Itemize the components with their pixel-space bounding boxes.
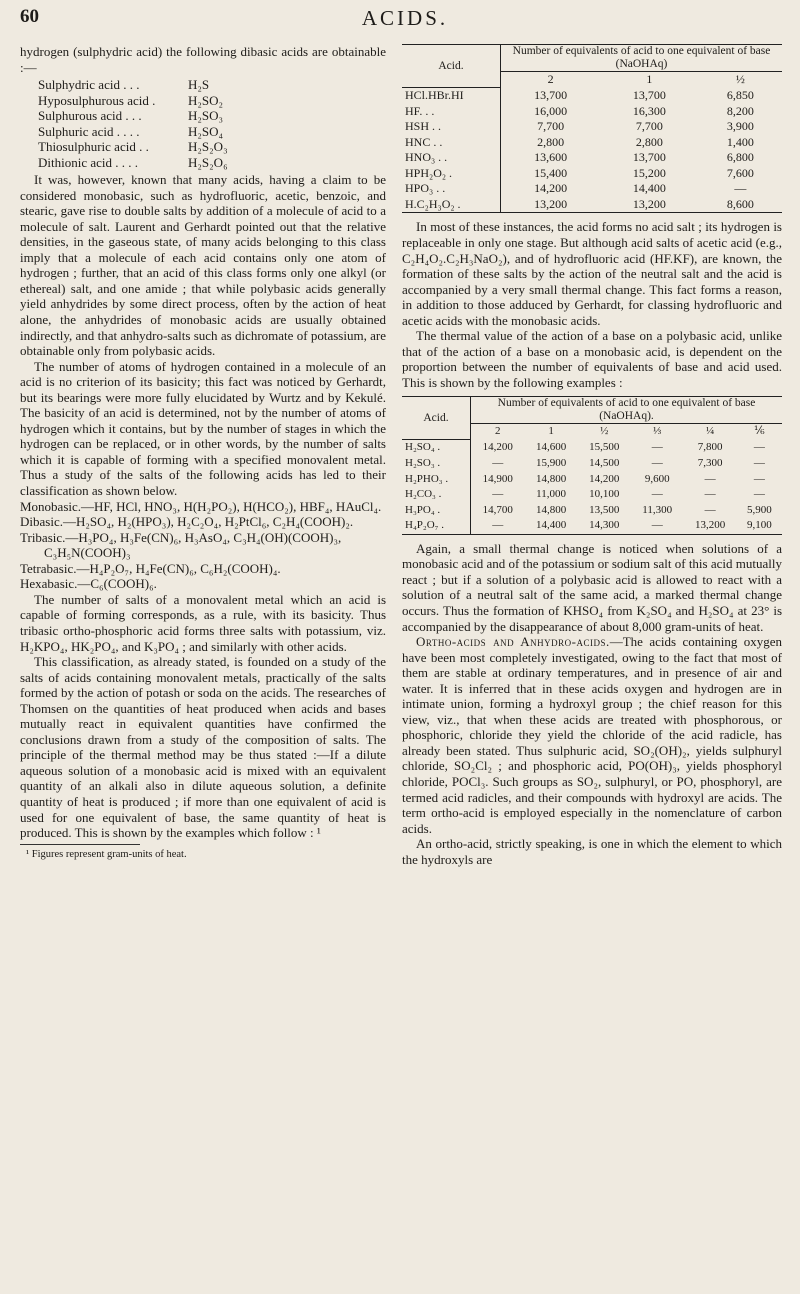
cell-value: 14,500: [589, 457, 620, 470]
row-acid: HNC . .: [402, 135, 501, 151]
cell-value: 2,800: [635, 134, 663, 149]
footnote: ¹ Figures represent gram-units of heat.: [26, 848, 187, 860]
paragraph-ortho-acids-text: —The acids containing oxygen have been most completely investigated, owing to the fact that most of them are stable at ordinary temperatures, and in presence of air and water. It is inferred that in these acids oxygen and hydrogen are in intimate union, forming a hydroxyl group ; the chief reason for this view, viz., that when these acids are treated with phosphorous, or phosphoric, chloride they yield the chloride of the acid radicle, has already been stated. Thus sulphuric acid, SO₂(OH)₂, yields sulphuryl chloride, SO₂Cl₂ ; and phosphoric acid, PO(OH)₃, yields phosphoryl chloride, POCl₃. Such groups as SO₂, sulphuryl, or PO, phosphoryl, are termed acid radicles, and their compounds with hydroxyl are acids. The term ortho-acid is employed especially in the nomenclature of carbon acids.: [402, 634, 782, 836]
cell-value: 13,200: [695, 519, 726, 532]
footnote-divider: [20, 844, 140, 845]
acid-list-item: [38, 139, 386, 155]
cell-value: 14,200: [589, 472, 620, 485]
row-acid: H₂SO₃ .: [402, 456, 471, 472]
table-row: [402, 135, 782, 151]
cell-value: 8,200: [726, 103, 754, 118]
cell-value: 7,600: [726, 165, 754, 180]
acid-formula: H₂S₂O₆: [188, 154, 228, 170]
paragraph-ortho-definition: An ortho-acid, strictly speaking, is one in which the element to which the hydroxyls are: [402, 836, 782, 867]
acid-formula: H₂SO₄: [188, 123, 224, 139]
table-row: [402, 181, 782, 197]
section-heading: Ortho-acids and Anhydro-acids.: [416, 634, 610, 650]
table-monobasic-heat: [402, 44, 782, 213]
acid-name: Hyposulphurous acid .: [38, 92, 156, 108]
table-row: [402, 487, 782, 503]
table-row: [402, 440, 782, 456]
running-title: ACIDS.: [361, 6, 449, 30]
cell-value: 1,400: [726, 134, 754, 149]
cell-value: 15,400: [534, 165, 568, 180]
class-tribasic: Tribasic.—H₃PO₄, H₃Fe(CN)₆, H₃AsO₄, C₃H₄(OH)(COOH)₃, C₃H₅N(COOH)₃: [20, 529, 342, 561]
class-dibasic: Dibasic.—H₂SO₄, H₂(HPO₃), H₂C₂O₄, H₂PtCl₆, C₂H₄(COOH)₂.: [20, 514, 354, 530]
cell-value: 2,800: [537, 134, 565, 149]
cell-value: 15,500: [589, 441, 620, 454]
right-column: [402, 44, 782, 867]
cell-value: 14,400: [535, 519, 567, 532]
row-acid: HPO₃ . .: [402, 181, 501, 197]
paragraph-small-thermal-change: Again, a small thermal change is noticed when solutions of a monobasic acid and of the potassium or sodium salt of this acid mutually react ; but if a solution of a polybasic acid is allowed to react with a solution of a neutral salt of the same acid, a marked thermal change occurs. Thus the formation of KHSO₄ from K₂SO₄ and H₂SO₄ at 23° is accompanied by the disappearance of about 8,000 gram-units of heat.: [402, 540, 782, 634]
table-row: [402, 166, 782, 182]
basicity-classification: [20, 499, 386, 592]
table-header-acid: Acid.: [402, 397, 471, 440]
column-header: ¼: [706, 425, 715, 438]
acid-list-item: [38, 155, 386, 171]
cell-value: 3,900: [726, 119, 754, 134]
column-header: 1: [646, 72, 653, 86]
cell-value: 14,300: [589, 519, 620, 532]
cell-value: —: [734, 181, 747, 196]
table-row: [402, 150, 782, 166]
cell-value: 10,100: [589, 488, 620, 501]
acid-list-item: [38, 124, 386, 140]
acid-list-item: [38, 77, 386, 93]
table-polybasic-heat: [402, 396, 782, 534]
table-header-equivalents: Number of equivalents of acid to one equivalent of base (NaOHAq): [501, 45, 783, 72]
cell-value: 13,700: [534, 87, 568, 102]
cell-value: 14,400: [632, 181, 666, 196]
cell-value: 16,000: [534, 103, 568, 118]
cell-value: 5,900: [746, 503, 772, 516]
row-acid: H₂SO₄ .: [402, 440, 471, 456]
acid-list-item: [38, 93, 386, 109]
row-acid: H₃PO₄ .: [402, 503, 471, 519]
cell-value: —: [753, 488, 765, 501]
paragraph-basicity: The number of atoms of hydrogen contained in a molecule of an acid is no criterion of its basicity; this fact was noticed by Gerhardt, but its bearings were more fully elucidated by Wurtz and by Kekulé. The basicity of an acid is determined, not by the number of atoms of hydrogen which it contains, but by the number of stages in which the hydrogen can be replaced, or in other words, by the number of salts which it is capable of forming with a specified monovalent metal. Thus a study of the salts of the following acids has led to their classification as shown below.: [20, 358, 386, 499]
acid-name: Sulphuric acid . . . .: [38, 123, 140, 139]
cell-value: 14,200: [482, 441, 513, 454]
column-header: ½: [735, 72, 745, 86]
cell-value: 11,300: [642, 503, 673, 516]
table-header-equivalents: Number of equivalents of acid to one equivalent of base (NaOHAq).: [471, 397, 783, 424]
cell-value: —: [492, 488, 504, 501]
acid-list-item: [38, 108, 386, 124]
cell-value: —: [704, 503, 716, 516]
cell-value: 6,800: [726, 150, 754, 165]
column-header: ⅓: [653, 425, 662, 438]
paragraph-double-salts: It was, however, known that many acids, having a claim to be considered monobasic, such as hydrofluoric, acetic, benzoic, and stearic, gave rise to double salts by addition of a molecule of acid to a molecule of salt. Laurent and Gerhardt pointed out that the relative densities, in the gaseous state, of many acids belonging to this class imply that a molecule of each acid contains only one atom of hydrogen ; further, that an acid of this class forms only one alkyl (or ethereal) salt, and one amide ; that while polybasic acids generally yield anhydrides by some direct process, often by the action of heat alone, the anhydrides of monobasic acids are usually obtained indirectly, and that anhydro-salts such as dichromate of potassium, are obtainable only from polybasic acids.: [20, 172, 386, 359]
dibasic-acid-list: [38, 77, 386, 170]
cell-value: —: [704, 488, 716, 501]
acid-formula: H₂SO₃: [188, 108, 224, 124]
cell-value: 8,600: [726, 196, 754, 211]
cell-value: 14,800: [535, 472, 567, 485]
row-acid: H.C₂H₃O₂ .: [402, 197, 501, 213]
table-header-acid: Acid.: [402, 45, 501, 88]
table-row: [402, 503, 782, 519]
row-acid: HSH . .: [402, 119, 501, 135]
row-acid: HNO₃ . .: [402, 150, 501, 166]
cell-value: 13,500: [589, 503, 620, 516]
cell-value: 14,900: [482, 472, 513, 485]
cell-value: 14,200: [534, 181, 568, 196]
cell-value: 6,850: [726, 87, 754, 102]
cell-value: 15,900: [535, 457, 567, 470]
cell-value: —: [704, 472, 716, 485]
cell-value: 13,200: [534, 196, 568, 211]
table-row: [402, 518, 782, 534]
table-row: [402, 456, 782, 472]
class-tetrabasic: Tetrabasic.—H₄P₂O₇, H₄Fe(CN)₆, C₆H₂(COOH)₄.: [20, 560, 281, 576]
cell-value: 7,800: [697, 441, 723, 454]
intro-paragraph: hydrogen (sulphydric acid) the following dibasic acids are obtainable :—: [20, 44, 386, 75]
page-number: 60: [20, 6, 39, 27]
row-acid: H₂CO₃ .: [402, 487, 471, 503]
table-row: [402, 197, 782, 213]
cell-value: 7,700: [537, 119, 565, 134]
row-acid: H₄P₂O₇ .: [402, 518, 471, 534]
table-row: [402, 88, 782, 104]
row-acid: H₂PHO₃ .: [402, 472, 471, 488]
cell-value: —: [492, 457, 504, 470]
column-header: 2: [494, 425, 501, 438]
table-row: [402, 104, 782, 120]
cell-value: 15,200: [632, 165, 666, 180]
row-acid: HPH₂O₂ .: [402, 166, 501, 182]
cell-value: —: [651, 519, 663, 532]
cell-value: 14,600: [535, 441, 567, 454]
cell-value: —: [651, 457, 663, 470]
cell-value: 13,200: [632, 196, 666, 211]
cell-value: 9,100: [746, 519, 772, 532]
cell-value: —: [753, 457, 765, 470]
table-row: [402, 119, 782, 135]
paragraph-acid-salts: In most of these instances, the acid forms no acid salt ; its hydrogen is replaceable in only one stage. But although acid salts of acetic acid (e.g., C₂H₄O₂.C₂H₃NaO₂), and of hydrofluoric acid (HF.KF), are known, the formation of these salts by the action of the neutral salt and the acid is accompanied by a very small thermal change. This fact forms a reason, in addition to those adduced by Gerhardt, for classing hydrofluoric and acetic acids with the monobasic acids.: [402, 219, 782, 328]
paragraph-ortho-acids: [402, 634, 782, 836]
cell-value: —: [753, 472, 765, 485]
row-acid: HF. . .: [402, 104, 501, 120]
cell-value: —: [492, 519, 504, 532]
paragraph-polybasic-thermal: The thermal value of the action of a base on a polybasic acid, unlike that of the action of a base on a monobasic acid, is dependent on the proportion between the number of equivalents of base and acid used. This is shown by the following examples :: [402, 328, 782, 390]
cell-value: —: [651, 441, 663, 454]
class-monobasic: Monobasic.—HF, HCl, HNO₃, H(H₂PO₂), H(HCO₂), HBF₄, HAuCl₄.: [20, 498, 382, 514]
acid-formula: H₂SO₂: [188, 92, 224, 108]
class-hexabasic: Hexabasic.—C₆(COOH)₆.: [20, 576, 157, 592]
cell-value: 11,000: [536, 488, 566, 501]
cell-value: 7,700: [635, 119, 663, 134]
acid-name: Sulphurous acid . . .: [38, 108, 142, 124]
column-header: 1: [548, 425, 554, 438]
left-column: [20, 44, 386, 862]
column-header: ⅙: [754, 425, 765, 438]
paragraph-thermal-method: This classification, as already stated, is founded on a study of the salts of acids containing monovalent metals, practically of the salts formed by the action of potash or soda on the acids. The researches of Thomsen on the quantities of heat produced when acids and bases mutually react in equivalent quantities have confirmed the conclusions drawn from a study of the composition of salts. The principle of the thermal method may be thus stated :—If a dilute aqueous solution of a monobasic acid is mixed with an equivalent quantity of an alkali also in dilute aqueous solution, a definite quantity of heat is produced ; if more than one equivalent of acid is used for one equivalent of base, the same quantity of heat is produced. This is shown by the examples which follow : ¹: [20, 654, 386, 841]
acid-name: Dithionic acid . . . .: [38, 154, 139, 170]
cell-value: 13,600: [534, 150, 568, 165]
row-acid: HCl.HBr.HI: [402, 88, 501, 104]
page-header: [20, 2, 790, 36]
acid-formula: H₂S: [188, 77, 210, 93]
acid-name: Sulphydric acid . . .: [38, 77, 140, 93]
cell-value: —: [651, 488, 663, 501]
cell-value: 16,300: [632, 103, 666, 118]
cell-value: —: [753, 441, 765, 454]
cell-value: 13,700: [632, 150, 666, 165]
cell-value: 9,600: [644, 472, 670, 485]
cell-value: 7,300: [697, 457, 723, 470]
acid-formula: H₂S₂O₃: [188, 139, 228, 155]
column-header: 2: [547, 72, 554, 86]
acid-name: Thiosulphuric acid . .: [38, 139, 149, 155]
paragraph-salts-count: The number of salts of a monovalent metal which an acid is capable of forming corresponds, as a rule, with its basicity. Thus tribasic ortho-phosphoric acid forms three salts with potassium, viz. H₂KPO₄, HK₂PO₄, and K₃PO₄ ; and similarly with other acids.: [20, 591, 386, 654]
table-row: [402, 472, 782, 488]
cell-value: 14,700: [482, 503, 513, 516]
cell-value: 14,800: [535, 503, 567, 516]
column-header: ½: [600, 425, 609, 438]
cell-value: 13,700: [632, 87, 666, 102]
